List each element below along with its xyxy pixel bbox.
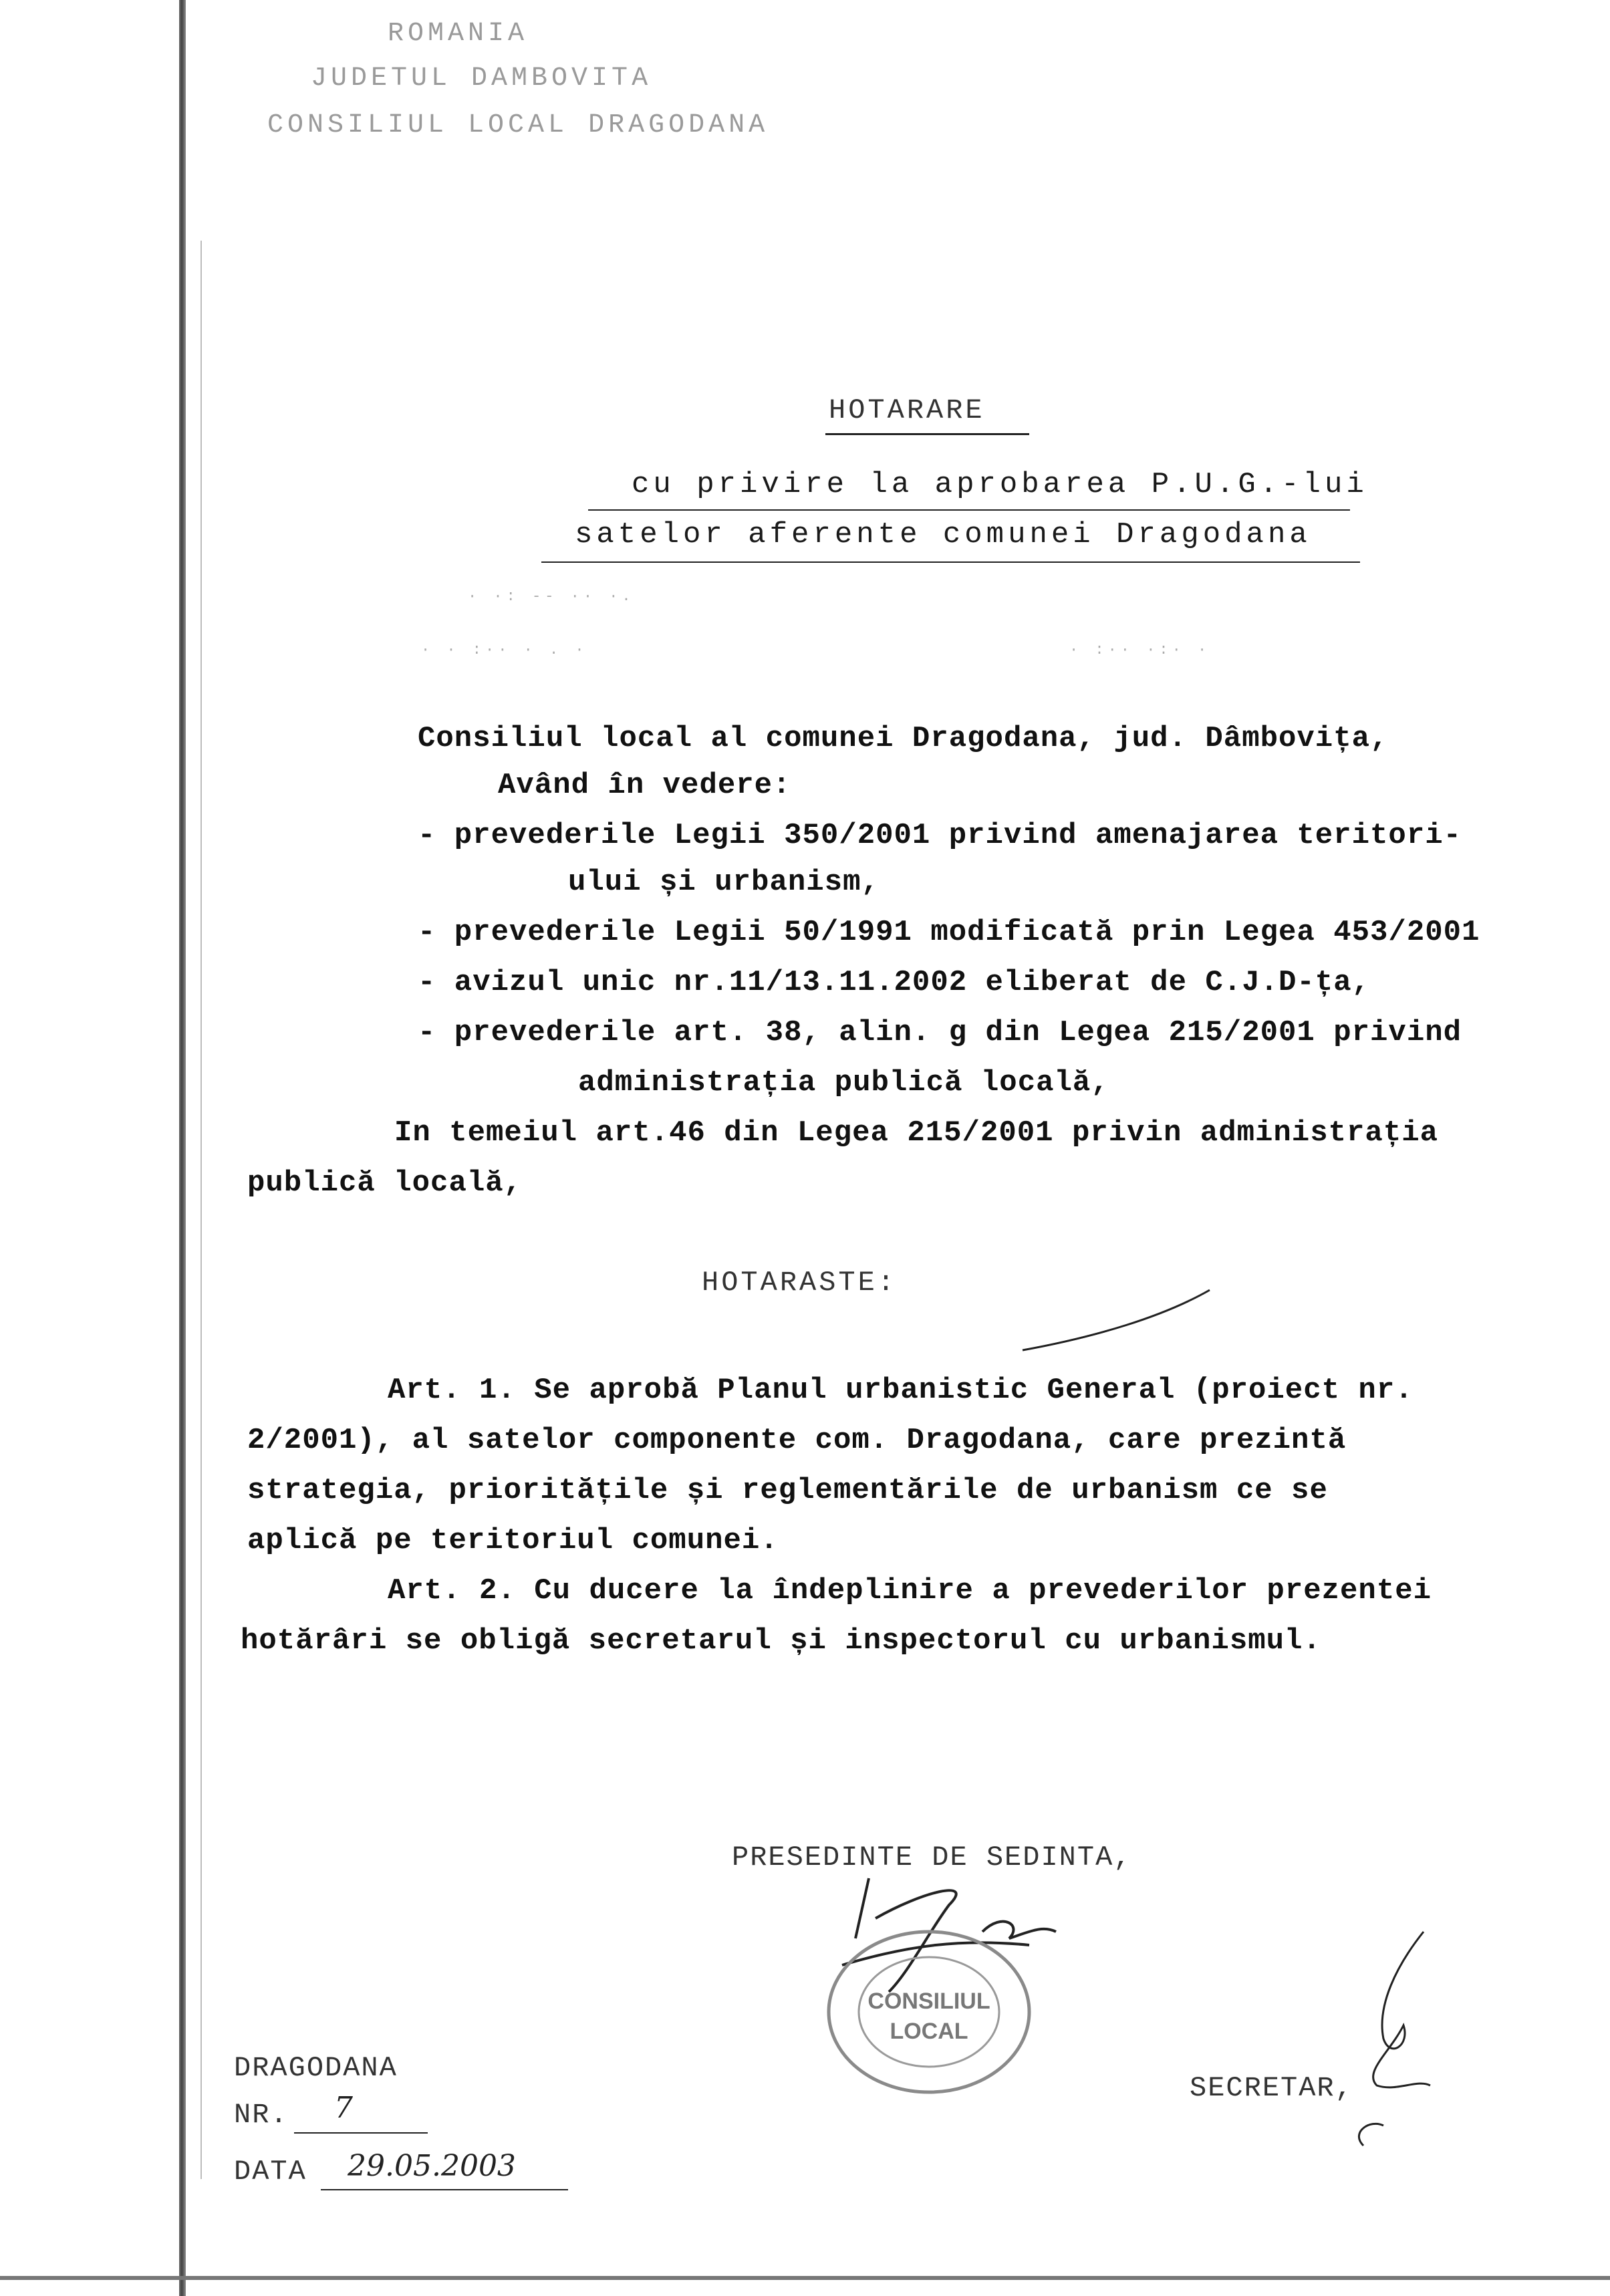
article-1-line-1: Art. 1. Se aprobă Planul urbanistic General (proiect nr. — [388, 1374, 1414, 1407]
article-2-line-1: Art. 2. Cu ducere la îndeplinire a prevederilor prezentei — [388, 1574, 1432, 1608]
scan-noise: · · :·· · . · — [421, 642, 588, 658]
preamble-item-4-line-2: administrația publică locală, — [578, 1066, 1109, 1100]
stamp-text-2: LOCAL — [890, 2019, 968, 2044]
place-label: DRAGODANA — [234, 2052, 398, 2084]
header-county: JUDETUL DAMBOVITA — [311, 63, 652, 94]
date-label: DATA — [234, 2156, 307, 2188]
scan-bottom-edge — [0, 2276, 1610, 2280]
header-council: CONSILIUL LOCAL DRAGODANA — [267, 110, 769, 140]
scan-noise: · :·· ·:· · — [1069, 642, 1211, 658]
date-underline — [321, 2189, 568, 2190]
subject-underline-2 — [541, 561, 1360, 563]
date-value: 29.05.2003 — [348, 2149, 516, 2183]
article-1-line-4: aplică pe teritoriul comunei. — [247, 1524, 779, 1557]
subject-line-1: cu privire la aprobarea P.U.G.-lui — [632, 468, 1368, 501]
article-1-line-2: 2/2001), al satelor componente com. Dragodana, care prezintă — [247, 1424, 1347, 1457]
header-country: ROMANIA — [388, 19, 529, 49]
document-title: HOTARARE — [829, 394, 985, 426]
subject-underline-1 — [588, 509, 1350, 511]
article-1-line-3: strategia, prioritățile și reglementările de urbanism ce se — [247, 1474, 1328, 1507]
number-label: NR. — [234, 2099, 289, 2131]
scan-left-edge — [179, 0, 186, 2296]
number-value: 7 — [334, 2091, 353, 2125]
preamble-item-2: - prevederile Legii 50/1991 modificată prin Legea 453/2001 — [418, 916, 1480, 949]
preamble-item-3: - avizul unic nr.11/13.11.2002 eliberat de C.J.D-ța, — [418, 966, 1371, 999]
article-2-line-2: hotărâri se obligă secretarul și inspectorul cu urbanismul. — [241, 1624, 1321, 1658]
secretary-signature — [1337, 1925, 1457, 2166]
official-stamp — [822, 1925, 1036, 2099]
subject-line-2: satelor aferente comunei Dragodana — [575, 518, 1311, 551]
legal-basis-line-1: In temeiul art.46 din Legea 215/2001 privin administrația — [394, 1116, 1439, 1150]
pen-stroke — [1016, 1283, 1216, 1364]
president-label: PRESEDINTE DE SEDINTA, — [732, 1841, 1132, 1874]
legal-basis-line-2: publică locală, — [247, 1166, 523, 1200]
title-underline — [825, 433, 1029, 435]
scan-noise: · ·: -- ·· ·. — [468, 588, 635, 605]
preamble-item-1-line-2: ului și urbanism, — [568, 866, 880, 899]
council-line: Consiliul local al comunei Dragodana, jud. Dâmbovița, — [418, 722, 1389, 755]
preamble-item-4-line-1: - prevederile art. 38, alin. g din Legea 215/2001 privind — [418, 1016, 1462, 1049]
scan-fold-line — [200, 241, 202, 2179]
stamp-text-1: CONSILIUL — [867, 1989, 990, 2014]
number-underline — [294, 2132, 428, 2134]
preamble-item-1-line-1: - prevederile Legii 350/2001 privind amenajarea teritori- — [418, 819, 1462, 852]
having-in-view: Având în vedere: — [498, 769, 791, 802]
secretary-label: SECRETAR, — [1190, 2072, 1353, 2104]
decides-heading: HOTARASTE: — [702, 1267, 898, 1299]
